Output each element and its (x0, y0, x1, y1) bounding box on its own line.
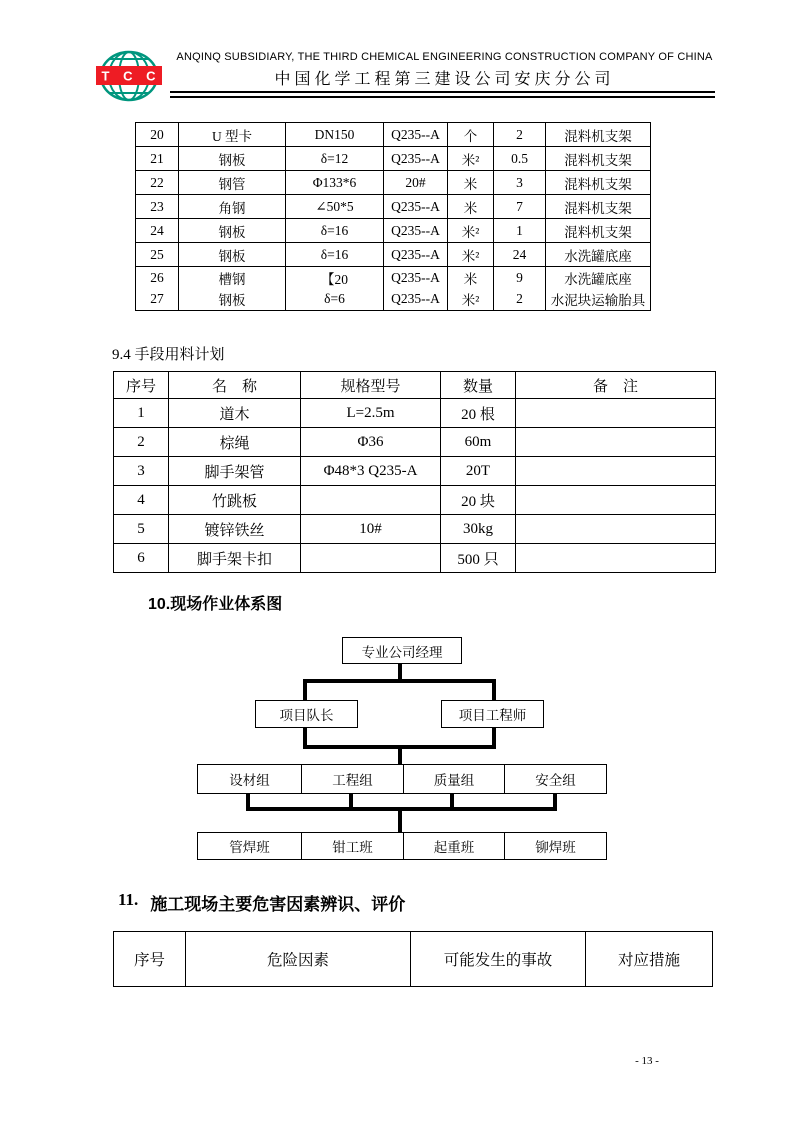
table-cell-qty: 7 (494, 195, 546, 219)
table-cell-name: 角钢 (179, 195, 286, 219)
table-cell-no: 23 (136, 195, 179, 219)
table-cell-name: 钢板 (179, 147, 286, 171)
table-cell-spec (301, 544, 441, 573)
org-box-group: 工程组 (301, 765, 403, 793)
column-header: 备 注 (516, 372, 716, 399)
section-number: 11. (118, 890, 139, 909)
section-text: 施工现场主要危害因素辨识、评价 (150, 895, 406, 914)
table-cell-name: 钢板 (179, 243, 286, 267)
table-cell-name: 棕绳 (169, 428, 301, 457)
table-row (136, 147, 651, 171)
table-cell-no: 3 (114, 457, 169, 486)
table-cell-spec: δ=16 (286, 219, 384, 243)
header (172, 51, 717, 89)
table-cell-material: Q235--A (384, 267, 448, 289)
table-cell-material: Q235--A (384, 195, 448, 219)
connector-line (398, 749, 402, 764)
table-cell-spec: 【20 (286, 267, 384, 289)
table-cell-spec: δ=16 (286, 243, 384, 267)
means-material-table (113, 371, 716, 573)
table-cell-spec: L=2.5m (301, 399, 441, 428)
org-row-teams (197, 832, 607, 860)
table-cell-qty: 500 只 (441, 544, 516, 573)
table-cell-use: 混料机支架 (546, 195, 651, 219)
table-row (114, 399, 716, 428)
table-cell-name: 钢板 (179, 219, 286, 243)
table-cell-no: 21 (136, 147, 179, 171)
column-header: 名 称 (169, 372, 301, 399)
logo-text: T C C (101, 68, 161, 84)
table-cell-unit: 米 (448, 171, 494, 195)
table-row (114, 457, 716, 486)
org-box-group: 质量组 (403, 765, 504, 793)
table-row (136, 289, 651, 311)
table-cell-unit: 米² (448, 147, 494, 171)
table-cell-qty: 1 (494, 219, 546, 243)
table-cell-qty: 20 块 (441, 486, 516, 515)
hazards-table (113, 931, 713, 987)
company-name-cn: 中国化学工程第三建设公司安庆分公司 (274, 71, 615, 88)
column-header: 对应措施 (586, 932, 713, 987)
table-cell-spec (301, 486, 441, 515)
table-cell-spec: Φ133*6 (286, 171, 384, 195)
table-cell-no: 2 (114, 428, 169, 457)
table-cell-note (516, 515, 716, 544)
table-cell-name: 镀锌铁丝 (169, 515, 301, 544)
table-cell-material: Q235--A (384, 147, 448, 171)
table-cell-material: Q235--A (384, 123, 448, 147)
table-cell-note (516, 399, 716, 428)
table-cell-note (516, 544, 716, 573)
table-cell-material: 20# (384, 171, 448, 195)
table-row (114, 428, 716, 457)
table-cell-qty: 2 (494, 123, 546, 147)
section-title-10: 10.现场作业体系图 (148, 596, 283, 613)
table-cell-use: 水洗罐底座 (546, 267, 651, 289)
company-logo (95, 50, 165, 102)
connector-line (303, 679, 496, 683)
table-row (114, 515, 716, 544)
org-box-team: 铆焊班 (504, 833, 606, 859)
table-cell-note (516, 457, 716, 486)
table-cell-no: 20 (136, 123, 179, 147)
table-header-row (114, 372, 716, 399)
table-cell-material: Q235--A (384, 219, 448, 243)
column-header: 规格型号 (301, 372, 441, 399)
table-cell-no: 26 (136, 267, 179, 289)
table-cell-name: 竹跳板 (169, 486, 301, 515)
header-rule (170, 91, 715, 98)
table-row (136, 267, 651, 289)
table-cell-note (516, 428, 716, 457)
table-cell-unit: 米 (448, 195, 494, 219)
column-header: 序号 (114, 932, 186, 987)
table-cell-name: 钢管 (179, 171, 286, 195)
table-cell-unit: 米² (448, 289, 494, 311)
table-row (136, 171, 651, 195)
table-cell-name: 脚手架卡扣 (169, 544, 301, 573)
table-cell-spec: 10# (301, 515, 441, 544)
materials-table (135, 122, 651, 311)
table-cell-qty: 3 (494, 171, 546, 195)
table-cell-name: 道木 (169, 399, 301, 428)
table-cell-use: 混料机支架 (546, 171, 651, 195)
table-cell-spec: ∠50*5 (286, 195, 384, 219)
column-header: 可能发生的事故 (411, 932, 586, 987)
table-cell-spec: Φ36 (301, 428, 441, 457)
table-cell-qty: 2 (494, 289, 546, 311)
table-cell-qty: 9 (494, 267, 546, 289)
table-cell-no: 25 (136, 243, 179, 267)
table-cell-name: 钢板 (179, 289, 286, 311)
table-cell-use: 混料机支架 (546, 219, 651, 243)
table-cell-material: Q235--A (384, 289, 448, 311)
table-cell-qty: 20T (441, 457, 516, 486)
table-row (136, 219, 651, 243)
table-cell-name: 槽钢 (179, 267, 286, 289)
table-header-row (114, 932, 713, 987)
table-cell-qty: 0.5 (494, 147, 546, 171)
globe-icon (95, 50, 165, 102)
table-cell-no: 24 (136, 219, 179, 243)
table-cell-spec: δ=12 (286, 147, 384, 171)
table-cell-unit: 米 (448, 267, 494, 289)
column-header: 数量 (441, 372, 516, 399)
column-header: 序号 (114, 372, 169, 399)
connector-line (398, 811, 402, 832)
org-box-manager: 专业公司经理 (342, 637, 462, 664)
table-row (136, 123, 651, 147)
table-cell-unit: 米² (448, 219, 494, 243)
table-row (114, 486, 716, 515)
table-cell-use: 混料机支架 (546, 147, 651, 171)
page-number: - 13 - (635, 1055, 659, 1067)
org-box-group: 安全组 (504, 765, 606, 793)
table-cell-no: 5 (114, 515, 169, 544)
table-cell-no: 6 (114, 544, 169, 573)
table-cell-qty: 60m (441, 428, 516, 457)
org-box-team-leader: 项目队长 (255, 700, 358, 728)
table-cell-name: U 型卡 (179, 123, 286, 147)
table-cell-spec: DN150 (286, 123, 384, 147)
column-header: 危险因素 (186, 932, 411, 987)
table-cell-qty: 20 根 (441, 399, 516, 428)
table-cell-use: 混料机支架 (546, 123, 651, 147)
table-cell-unit: 米² (448, 243, 494, 267)
table-cell-use: 水泥块运输胎具 (546, 289, 651, 311)
table-row (136, 243, 651, 267)
org-box-team: 钳工班 (301, 833, 403, 859)
table-cell-spec: δ=6 (286, 289, 384, 311)
org-box-team: 起重班 (403, 833, 504, 859)
org-box-team: 管焊班 (229, 840, 270, 855)
table-cell-unit: 个 (448, 123, 494, 147)
table-cell-no: 27 (136, 289, 179, 311)
company-name-en: ANQINQ SUBSIDIARY, THE THIRD CHEMICAL ENGINEERING CONSTRUCTION COMPANY OF CHINA (176, 51, 713, 63)
section-title-9-4: 9.4 手段用料计划 (112, 347, 225, 363)
table-row (136, 195, 651, 219)
org-box-group: 设材组 (229, 773, 270, 788)
table-cell-note (516, 486, 716, 515)
table-cell-qty: 30kg (441, 515, 516, 544)
table-row (114, 544, 716, 573)
table-cell-material: Q235--A (384, 243, 448, 267)
table-cell-no: 22 (136, 171, 179, 195)
table-cell-no: 4 (114, 486, 169, 515)
table-cell-name: 脚手架管 (169, 457, 301, 486)
org-box-project-engineer: 项目工程师 (441, 700, 544, 728)
org-row-groups (197, 764, 607, 794)
table-cell-no: 1 (114, 399, 169, 428)
table-cell-spec: Φ48*3 Q235-A (301, 457, 441, 486)
table-cell-qty: 24 (494, 243, 546, 267)
section-title-11 (118, 890, 405, 915)
table-cell-use: 水洗罐底座 (546, 243, 651, 267)
